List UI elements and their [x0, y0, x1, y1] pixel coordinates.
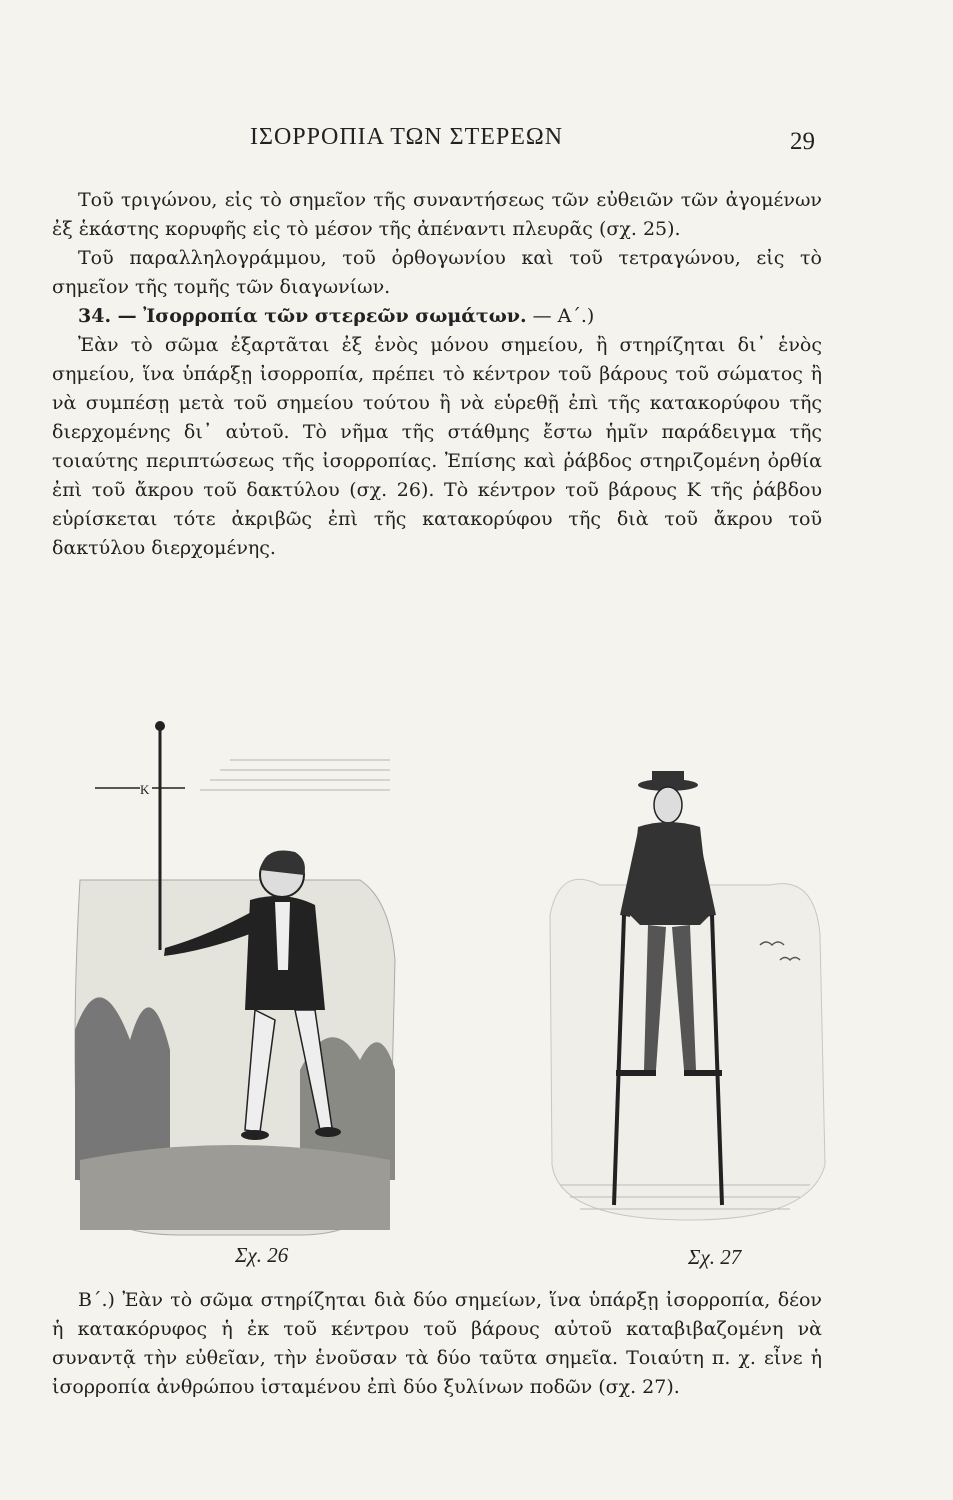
- page-number: 29: [790, 128, 815, 155]
- text-block-bottom: [52, 1286, 822, 1402]
- section-heading: 34. — Ἰσορροπία τῶν στερεῶν σωμάτων.: [78, 305, 527, 327]
- running-head: [0, 124, 953, 164]
- text-block-top: [52, 186, 822, 563]
- paragraph-triangle: Τοῦ τριγώνου, εἰς τὸ σημεῖον τῆς συναντήσεως τῶν εὐθειῶν τῶν ἀγομένων ἐξ ἑκάστης κορυφῆς εἰς τὸ μέσον τῆς ἀπέναντι πλευρᾶς (σχ. 25).: [52, 189, 822, 240]
- paragraph-single-point: Ἐὰν τὸ σῶμα ἐξαρτᾶται ἐξ ἑνὸς μόνου σημείου, ἢ στηρίζηται δι᾿ ἑνὸς σημείου, ἵνα ὑπάρξῃ ἰσορροπία, πρέπει τὸ κέντρον τοῦ βάρους τοῦ σώματος ἢ νὰ συμπέσῃ μετὰ τοῦ σημείου τούτου ἢ νὰ εὑρεθῇ ἐπὶ τῆς κατακορύφου τῆς διερχομένης δι᾿ αὐτοῦ. Τὸ νῆμα τῆς στάθμης ἔστω ἡμῖν παράδειγμα τῆς τοιαύτης περιπτώσεως τῆς ἰσορροπίας. Ἐπίσης καὶ ῥάβδος στηριζομένη ὀρθία ἐπὶ τοῦ ἄκρου τοῦ δακτύλου (σχ. 26). Τὸ κέντρον τοῦ βάρους Κ τῆς ῥάβδου εὑρίσκεται τότε ἀκριβῶς ἐπὶ τῆς κατακορύφου τῆς διὰ τοῦ ἄκρου τοῦ δακτύλου διερχομένης.: [52, 334, 822, 559]
- section-subheading: — Α΄.): [532, 305, 595, 327]
- running-title: ΙΣΟΡΡΟΠΙΑ ΤΩΝ ΣΤΕΡΕΩΝ: [250, 124, 564, 150]
- figure-26-caption: Σχ. 26: [235, 1243, 289, 1267]
- figure-26-drawing: [60, 710, 400, 1240]
- figure-27-illustration: [540, 765, 830, 1235]
- paragraph-parallelogram: Τοῦ παραλληλογράμμου, τοῦ ὀρθογωνίου καὶ τοῦ τετραγώνου, εἰς τὸ σημεῖον τῆς τομῆς τῶν διαγωνίων.: [52, 247, 822, 298]
- paragraph-section-34: [52, 302, 822, 331]
- paragraph-two-points: [52, 1286, 822, 1402]
- paragraph-lead: Β΄.): [78, 1289, 115, 1311]
- figure-27-drawing: [540, 765, 830, 1235]
- paragraph-two-points-text: Ἐὰν τὸ σῶμα στηρίζηται διὰ δύο σημείων, ἵνα ὑπάρξῃ ἰσορροπία, δέον ἡ κατακόρυφος ἡ ἐκ τοῦ κέντρου τοῦ βάρους αὐτοῦ καταβιβαζομένη νὰ συναντᾷ τὴν εὐθεῖαν, τὴν ἑνοῦσαν τὰ δύο ταῦτα σημεῖα. Τοιαύτη π. χ. εἶνε ἡ ἰσορροπία ἀνθρώπου ἱσταμένου ἐπὶ δύο ξυλίνων ποδῶν (σχ. 27).: [52, 1289, 822, 1398]
- label-k: K: [140, 782, 150, 797]
- figure-26-illustration: [60, 710, 400, 1240]
- figure-27-caption: Σχ. 27: [688, 1245, 742, 1269]
